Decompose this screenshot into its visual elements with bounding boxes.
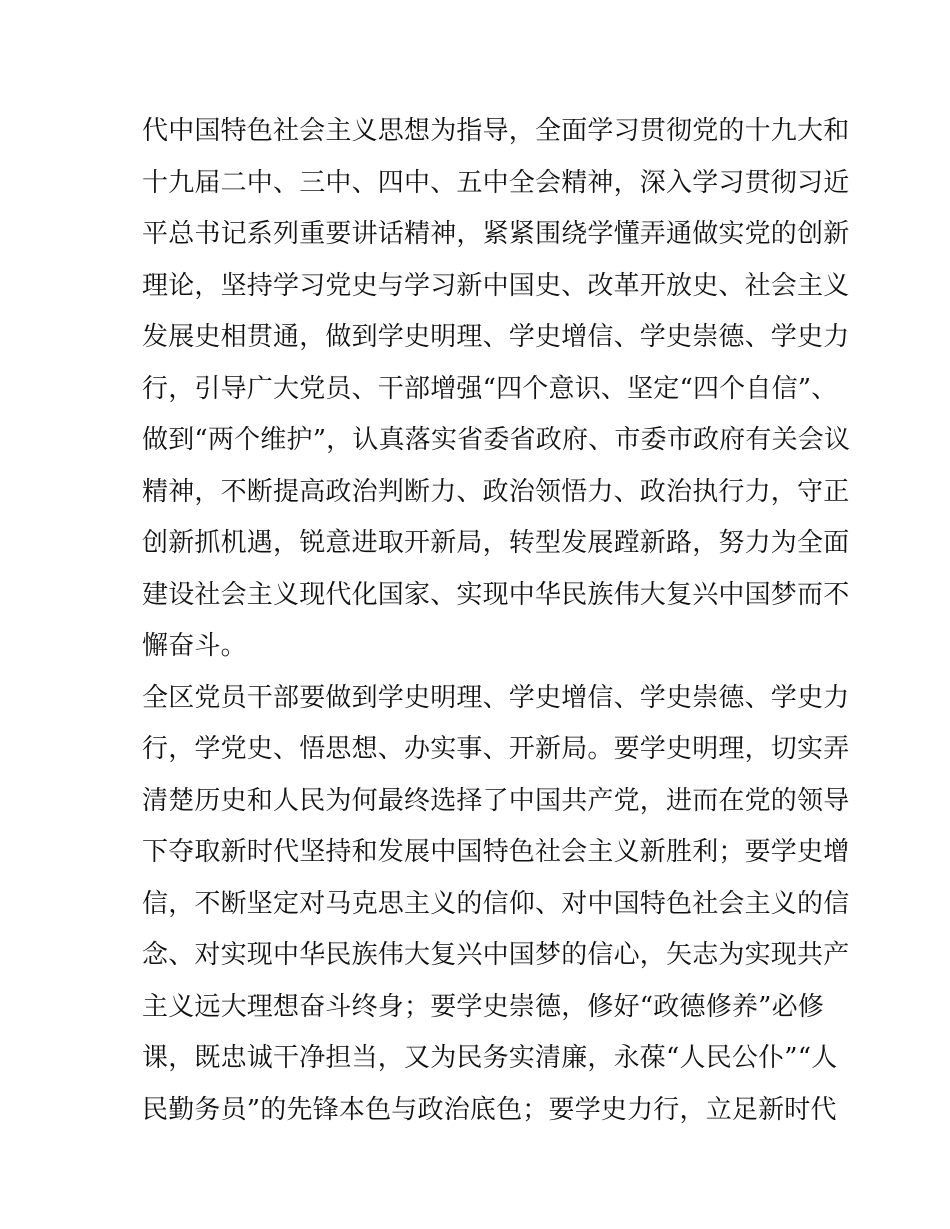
- text-line: 建设社会主义现代化国家、实现中华民族伟大复兴中国梦而不: [142, 579, 850, 610]
- text-line: 课，既忠诚干净担当，又为民务实清廉，永葆“人民公仆”“人: [142, 1043, 838, 1073]
- text-line: 发展史相贯通，做到学史明理、学史增信、学史崇德、学史力: [142, 322, 850, 352]
- text-line: 清楚历史和人民为何最终选择了中国共产党，进而在党的领导: [142, 785, 850, 816]
- text-line: 信，不断坚定对马克思主义的信仰、对中国特色社会主义的信: [142, 888, 850, 919]
- text-line: 下夺取新时代坚持和发展中国特色社会主义新胜利；要学史增: [142, 837, 850, 867]
- text-line: 行，学党史、悟思想、办实事、开新局。要学史明理，切实弄: [142, 734, 850, 764]
- text-line: 行，引导广大党员、干部增强“四个意识、坚定“四个自信”、: [142, 373, 838, 404]
- text-line: 理论，坚持学习党史与学习新中国史、改革开放史、社会主义: [142, 270, 850, 301]
- text-line: 懈奋斗。: [142, 631, 247, 661]
- text-line: 代中国特色社会主义思想为指导，全面学习贯彻党的十九大和: [142, 116, 850, 146]
- text-line: 全区党员干部要做到学史明理、学史增信、学史崇德、学史力: [142, 682, 850, 713]
- text-line: 平总书记系列重要讲话精神，紧紧围绕学懂弄通做实党的创新: [142, 219, 850, 249]
- text-line: 精神，不断提高政治判断力、政治领悟力、政治执行力，守正: [142, 476, 850, 507]
- text-line: 做到“两个维护”，认真落实省委省政府、市委市政府有关会议: [142, 425, 851, 455]
- text-line: 十九届二中、三中、四中、五中全会精神，深入学习贯彻习近: [142, 167, 850, 198]
- text-line: 念、对实现中华民族伟大复兴中国梦的信心，矢志为实现共产: [142, 940, 850, 970]
- text-line: 创新抓机遇，锐意进取开新局，转型发展蹚新路，努力为全面: [142, 528, 850, 558]
- body-text: [142, 106, 851, 1136]
- text-line: 民勤务员”的先锋本色与政治底色；要学史力行，立足新时代: [142, 1094, 837, 1125]
- text-line: 主义远大理想奋斗终身；要学史崇德，修好“政德修养”必修: [142, 991, 824, 1022]
